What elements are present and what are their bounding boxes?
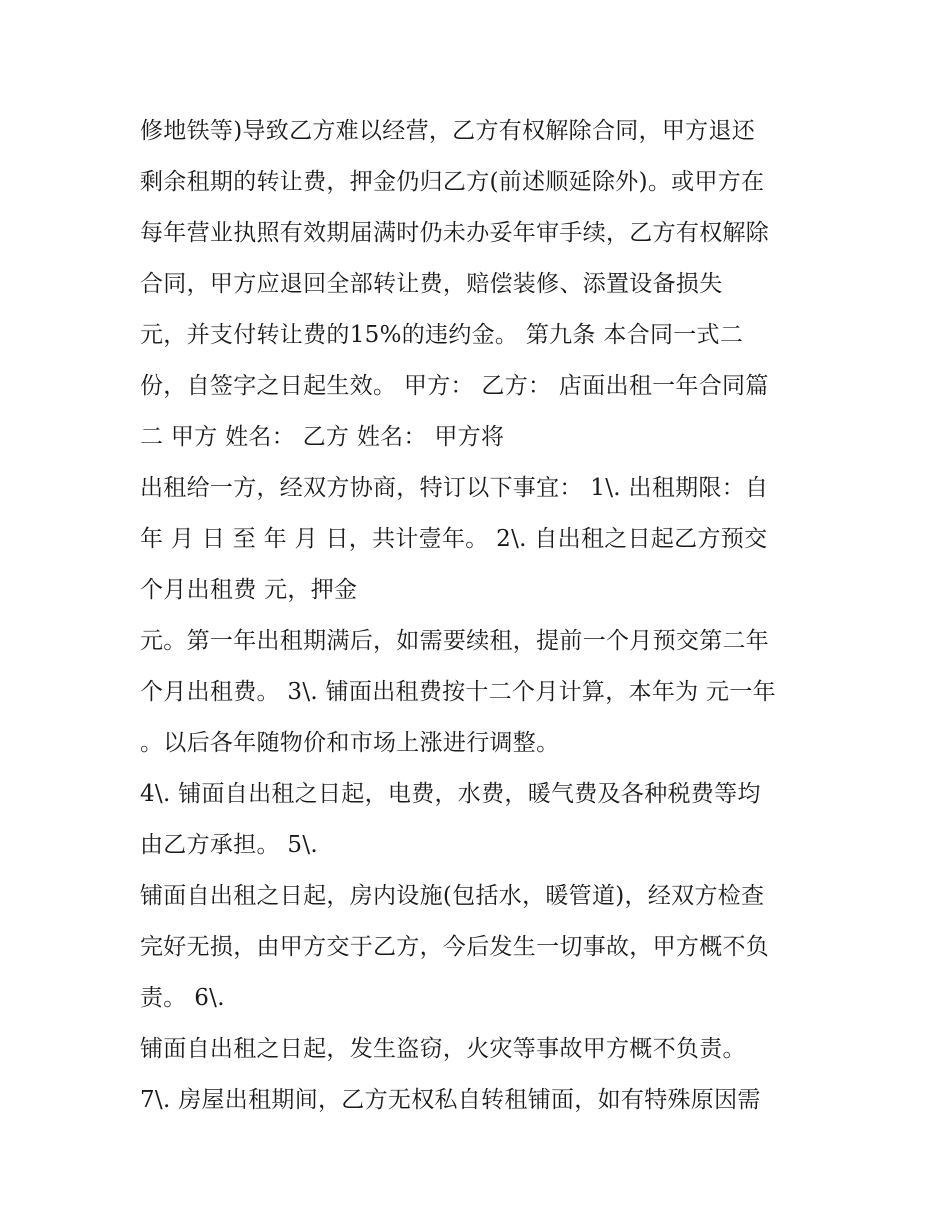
text-line: 二 甲方 姓名： 乙方 姓名： 甲方将 — [140, 424, 505, 450]
text-line: 个月出租费。 3\. 铺面出租费按十二个月计算，本年为 元一年 — [140, 679, 776, 705]
text-line: 7\. 房屋出租期间，乙方无权私自转租铺面，如有特殊原因需 — [140, 1087, 761, 1113]
text-line: 元，并支付转让费的15%的违约金。 第九条 本合同一式二 — [140, 322, 744, 348]
text-line: 责。 6\. — [140, 985, 225, 1011]
text-line: 完好无损，由甲方交于乙方，今后发生一切事故，甲方概不负 — [140, 934, 770, 960]
text-line: 出租给一方，经双方协商，特订以下事宜： 1\. 出租期限：自 — [140, 475, 769, 501]
text-line: 每年营业执照有效期届满时仍未办妥年审手续，乙方有权解除 — [140, 220, 770, 246]
text-line: 个月出租费 元，押金 — [140, 577, 358, 603]
text-line: 。以后各年随物价和市场上涨进行调整。 — [140, 730, 560, 756]
text-line: 铺面自出租之日起，发生盗窃，火灾等事故甲方概不负责。 — [140, 1036, 746, 1062]
text-line: 铺面自出租之日起，房内设施(包括水，暖管道)，经双方检查 — [140, 883, 765, 909]
text-line: 年 月 日 至 年 月 日，共计壹年。 2\. 自出租之日起乙方预交 — [140, 526, 768, 552]
text-line: 合同，甲方应退回全部转让费，赔偿装修、添置设备损失 — [140, 271, 723, 297]
text-line: 4\. 铺面自出租之日起，电费，水费，暖气费及各种税费等均 — [140, 781, 761, 807]
text-line: 由乙方承担。 5\. — [140, 832, 319, 858]
text-line: 剩余租期的转让费，押金仍归乙方(前述顺延除外)。或甲方在 — [140, 169, 765, 195]
text-line: 元。第一年出租期满后，如需要续租，提前一个月预交第二年 — [140, 628, 770, 654]
text-line: 份，自签字之日起生效。 甲方： 乙方： 店面出租一年合同篇 — [140, 373, 769, 399]
text-line: 修地铁等)导致乙方难以经营，乙方有权解除合同，甲方退还 — [140, 118, 756, 144]
